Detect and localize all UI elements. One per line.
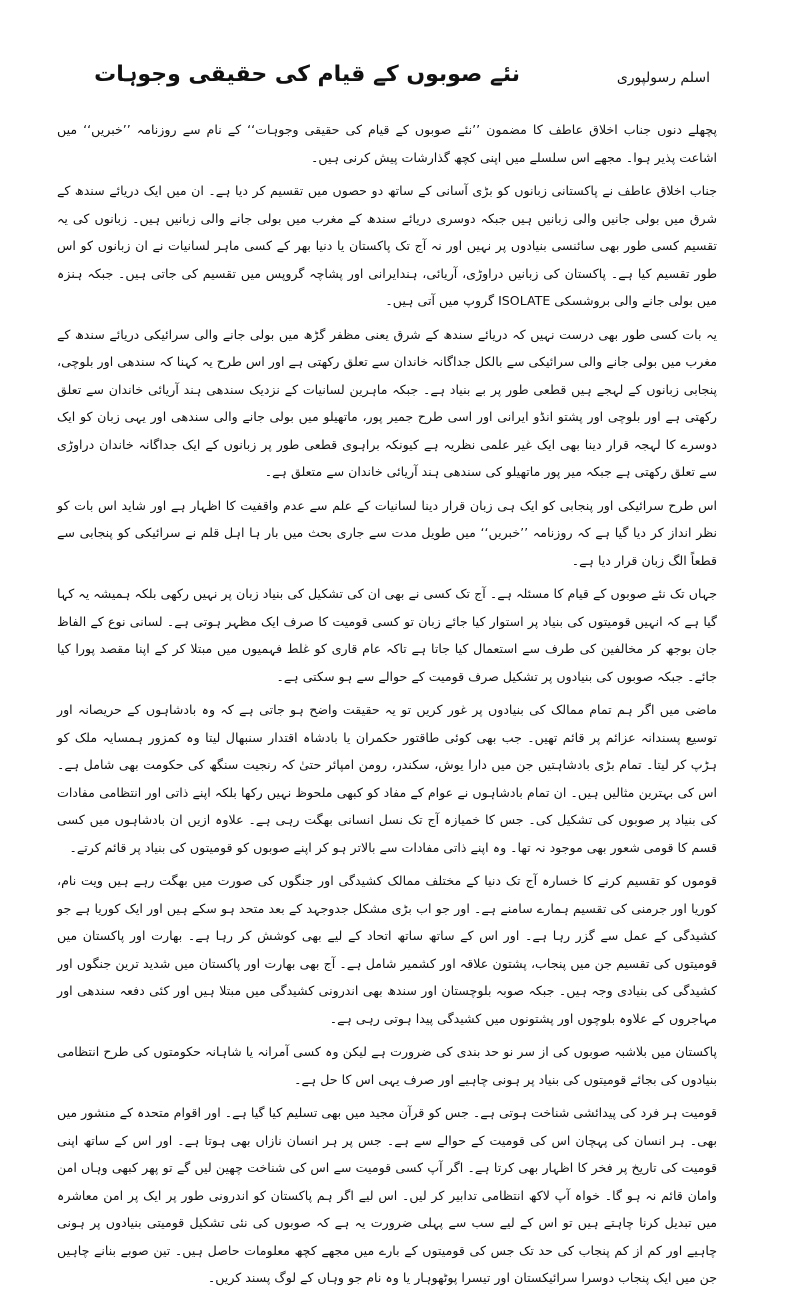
author-name: اسلم رسولپوری — [616, 70, 710, 86]
article-title: نئے صوبوں کے قیام کی حقیقی وجوہات — [94, 62, 520, 87]
paragraph-text: اس طرح سرائیکی اور پنجابی کو ایک ہی زبان قرار دینا لسانیات کے علم سے عدم واقفیت کا اظہار ہے اور شاید اس بات کو نظر انداز کر دیا گیا ہے کہ روزنامہ ’’خبریں‘‘ میں طویل مدت سے جاری بحث میں بار ہا اہل قلم نے سرائیکی کو پنجابی سے قطعاً الگ زبان قرار دیا ہے۔ — [57, 497, 717, 568]
paragraph-9 — [57, 1099, 717, 1292]
paragraph-3 — [57, 321, 717, 486]
paragraph-5 — [57, 580, 717, 690]
paragraph-text: پاکستان میں بلاشبہ صوبوں کی از سر نو حد بندی کی ضرورت ہے لیکن وہ کسی آمرانہ یا شاہانہ حکومتوں کی طرح انتظامی بنیادوں کی بجائے قومیتوں کی بنیاد پر ہونی چاہیے اور صرف یہی اس کا حل ہے۔ — [57, 1044, 717, 1087]
paragraph-text: قوموں کو تقسیم کرنے کا خسارہ آج تک دنیا کے مختلف ممالک کشیدگی اور جنگوں کی صورت میں بھگت رہے ہیں ویت نام، کوریا اور جرمنی کی تقسیم ہمارے سامنے ہے۔ اور جو اب بڑی مشکل جدوجہد کے بعد متحد ہو سکے ہیں اور ایک کوریا ہے جو کشیدگی کے عمل سے گزر رہا ہے۔ اور اس کے ساتھ ساتھ اتحاد کے لیے بھی کوشش کر رہا ہے۔ بھارت اور پاکستان میں قومیتوں کی تقسیم جن میں پنجاب، پشتون علاقہ اور کشمیر شامل ہے۔ آج بھی بھارت اور پاکستان میں شدید ترین جنگوں اور کشیدگی کی بنیادی وجہ ہیں۔ جبکہ صوبہ بلوچستان اور سندھ بھی اندرونی کشیدگی میں مبتلا ہیں اور کئی دفعہ سندھی اور مہاجروں کے علاوہ بلوچوں اور پشتونوں میں کشیدگی پیدا ہوتی رہی ہے۔ — [57, 873, 717, 1026]
paragraph-text: قومیت ہر فرد کی پیدائشی شناخت ہوتی ہے۔ جس کو قرآن مجید میں بھی تسلیم کیا گیا ہے۔ اور اقوام متحدہ کے منشور میں بھی۔ ہر انسان کی پہچان اس کی قومیت کے حوالے سے ہے۔ جس پر ہر انسان نازاں بھی ہوتا ہے۔ اور اس کے ساتھ اپنی قومیت کی تاریخ پر فخر کا اظہار بھی کرتا ہے۔ اگر آپ کسی قومیت سے اس کی شناخت چھین لیں گے تو پھر کبھی وہاں امن وامان قائم نہ ہو گا۔ خواہ آپ لاکھ انتظامی تدابیر کر لیں۔ اس لیے اگر ہم پاکستان کو اندرونی طور پر ایک پر امن معاشرہ میں تبدیل کرنا چاہتے ہیں تو اس کے لیے سب سے پہلی ضرورت یہ ہے کہ صوبوں کی نئی تشکیل قومیتی بنیادوں پر ہونی چاہیے اور کم از کم پنجاب کی حد تک جس کی قومیتوں کے بارے میں مجھے کچھ معلومات حاصل ہیں۔ تین صوبے بنانے چاہیں جن میں ایک پنجاب دوسرا سرائیکستان اور تیسرا پوٹھوہار یا وہ نام جو وہاں کے لوگ پسند کریں۔ — [57, 1105, 717, 1285]
paragraph-1 — [57, 116, 717, 171]
paragraph-text: جناب اخلاق عاطف نے پاکستانی زبانوں کو بڑی آسانی کے ساتھ دو حصوں میں تقسیم کر دیا ہے۔ ان میں ایک دریائے سندھ کے شرق میں بولی جانیں والی زبانیں ہیں جبکہ دوسری دریائے سندھ کے مغرب میں بولی جانے والی زبانیں ہیں۔ زبانوں کی یہ تقسیم کسی طور بھی سائنسی بنیادوں پر نہیں اور نہ آج تک پاکستان یا دنیا بھر کے کسی ماہر لسانیات نے ان زبانوں کو اس طور تقسیم کیا ہے۔ پاکستان کی زبانیں دراوڑی، آریائی، ہندایرانی اور پشاچہ گروپس میں تقسیم کی جاتی ہیں۔ جبکہ ہنزہ میں بولی جانے والی بروشسکی ISOLATE گروپ میں آتی ہیں۔ — [57, 183, 717, 308]
paragraph-text: پچھلے دنوں جناب اخلاق عاطف کا مضمون ’’نئے صوبوں کے قیام کی حقیقی وجوہات‘‘ کے نام سے روزنامہ ’’خبریں‘‘ میں اشاعت پذیر ہوا۔ مجھے اس سلسلے میں اپنی کچھ گذارشات پیش کرنی ہیں۔ — [57, 122, 717, 165]
paragraph-8 — [57, 1038, 717, 1093]
paragraph-2 — [57, 177, 717, 315]
article-body — [57, 116, 717, 1298]
article-header — [60, 62, 710, 112]
paragraph-text: جہاں تک نئے صوبوں کے قیام کا مسئلہ ہے۔ آج تک کسی نے بھی ان کی تشکیل کی بنیاد زبان پر نہیں رکھی بلکہ ہمیشہ یہ کہا گیا ہے کہ انہیں قومیتوں کی بنیاد پر استوار کیا جائے زبان تو کسی قومیت کا صرف ایک مظہر ہوتی ہے۔ لسانی نوع کے الفاظ جان بوجھ کر مخالفین کی طرف سے استعمال کیا جاتا ہے تاکہ عام قاری کو غلط فہمیوں میں مبتلا کر کے اپنا مقصد پورا کیا جائے۔ جبکہ صوبوں کی بنیادوں پر تشکیل صرف قومیت کے حوالے سے ہو سکتی ہے۔ — [57, 586, 717, 684]
paragraph-4 — [57, 492, 717, 575]
paragraph-text: یہ بات کسی طور بھی درست نہیں کہ دریائے سندھ کے شرق یعنی مظفر گڑھ میں بولی جانے والی سرائیکی دریائے سندھ کے مغرب میں بولی جانے والی سرائیکی سے بالکل جداگانہ خاندان سے تعلق رکھتی ہے اور اس طرح یہ کہنا کہ سندھی اور بلوچی، پنجابی زبانوں کے لہجے ہیں قطعی طور پر بے بنیاد ہے۔ جبکہ ماہرین لسانیات کے نزدیک سندھی ہند آریائی خاندان سے تعلق رکھتی ہے اور بلوچی اور پشتو انڈو ایرانی اور اسی طرح جمیر پور، ماتھیلو میں بولی جانے والی سندھی اور یہی زبان کو ایک دوسرے کا لہجہ قرار دینا بھی ایک غیر علمی نظریہ ہے کیونکہ براہوی قطعی طور پر زبانوں کے ایک جداگانہ خاندان دراوڑی سے تعلق رکھتی ہے جبکہ میر پور ماتھیلو کی سندھی ہند آریائی خاندان سے متعلق ہے۔ — [57, 326, 717, 479]
paragraph-text: ماضی میں اگر ہم تمام ممالک کی بنیادوں پر غور کریں تو یہ حقیقت واضح ہو جاتی ہے کہ وہ بادشاہوں کے حریصانہ اور توسیع پسندانہ عزائم پر قائم تھیں۔ جب بھی کوئی طاقتور حکمران یا بادشاہ اقتدار سنبھال لیتا وہ کمزور ہمسایہ ملک کو ہڑپ کر لیتا۔ تمام بڑی بادشاہتیں جن میں دارا یوش، سکندر، رومن امپائر حتیٰ کہ رنجیت سنگھ کی حکومت بھی شامل ہے۔ اس کی بہترین مثالیں ہیں۔ ان تمام بادشاہوں نے عوام کے مفاد کو کبھی ملحوظ نہیں رکھا بلکہ اپنے ذاتی اور انتظامی مفادات کی بنیاد پر صوبوں کی تشکیل کی۔ جس کا خمیازہ آج تک نسل انسانی بھگت رہی ہے۔ علاوہ ازیں ان بادشاہوں میں کسی قسم کا قومی شعور بھی موجود نہ تھا۔ وہ اپنے ذاتی مفادات سے بالاتر ہو کر اپنے صوبوں کو قومیتوں کی بنیاد پر قائم کرتے۔ — [57, 702, 717, 855]
paragraph-7 — [57, 867, 717, 1032]
paragraph-6 — [57, 696, 717, 861]
